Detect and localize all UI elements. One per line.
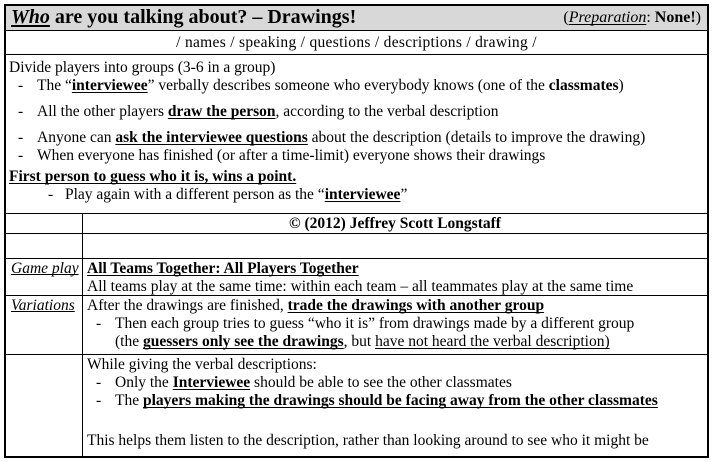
copyright-left-cell bbox=[6, 214, 83, 233]
gameplay-label: Game play bbox=[11, 260, 79, 277]
preparation-note: (Preparation: None!) bbox=[563, 8, 701, 26]
spacer-left-cell bbox=[6, 234, 83, 258]
notes-row bbox=[6, 355, 707, 456]
notes-content: While giving the verbal descriptions: - Only the Interviewee should be able to see the other classmates - The players making the drawings should be facing away from the other classmates This helps them listen to the description, rather than looking around to see who it might be bbox=[87, 356, 658, 449]
spacer-right-cell bbox=[83, 234, 707, 258]
activity-document-table bbox=[4, 4, 709, 458]
copyright-row bbox=[6, 214, 707, 234]
variations-label: Variations bbox=[11, 297, 75, 314]
variations-content: After the drawings are finished, trade the drawings with another group - Then each group tries to guess “who it is” from drawings made by a different group (the guessers only see the drawings, but have not heard the verbal description) bbox=[87, 297, 635, 350]
categories-bar bbox=[6, 31, 707, 55]
instructions-cell: Divide players into groups (3-6 in a group) - The “interviewee” verbally describes someone who everybody knows (one of the classmates) - All the other players draw the person, according to the verbal description - Anyone can ask the interviewee questions about the description (details to improve the drawing) - When everyone has finished (or after a time-limit) everyone shows their drawings First person to guess who it is, wins a point. - Play again with a different person as the “interviewee” bbox=[6, 55, 707, 214]
variations-row bbox=[6, 296, 707, 355]
gameplay-row bbox=[6, 259, 707, 296]
gameplay-label-cell bbox=[6, 259, 83, 295]
copyright-text: © (2012) Jeffrey Scott Longstaff bbox=[289, 215, 501, 232]
variations-label-cell bbox=[6, 296, 83, 354]
categories-text: / names / speaking / questions / descriptions / drawing / bbox=[176, 34, 537, 51]
spacer-row bbox=[6, 234, 707, 259]
header-row bbox=[6, 6, 707, 31]
page-title: Who are you talking about? – Drawings! bbox=[11, 6, 357, 28]
gameplay-content: All Teams Together: All Players Together All teams play at the same time: within each team – all teammates play at the same time bbox=[87, 260, 634, 295]
notes-label-cell bbox=[6, 355, 83, 456]
